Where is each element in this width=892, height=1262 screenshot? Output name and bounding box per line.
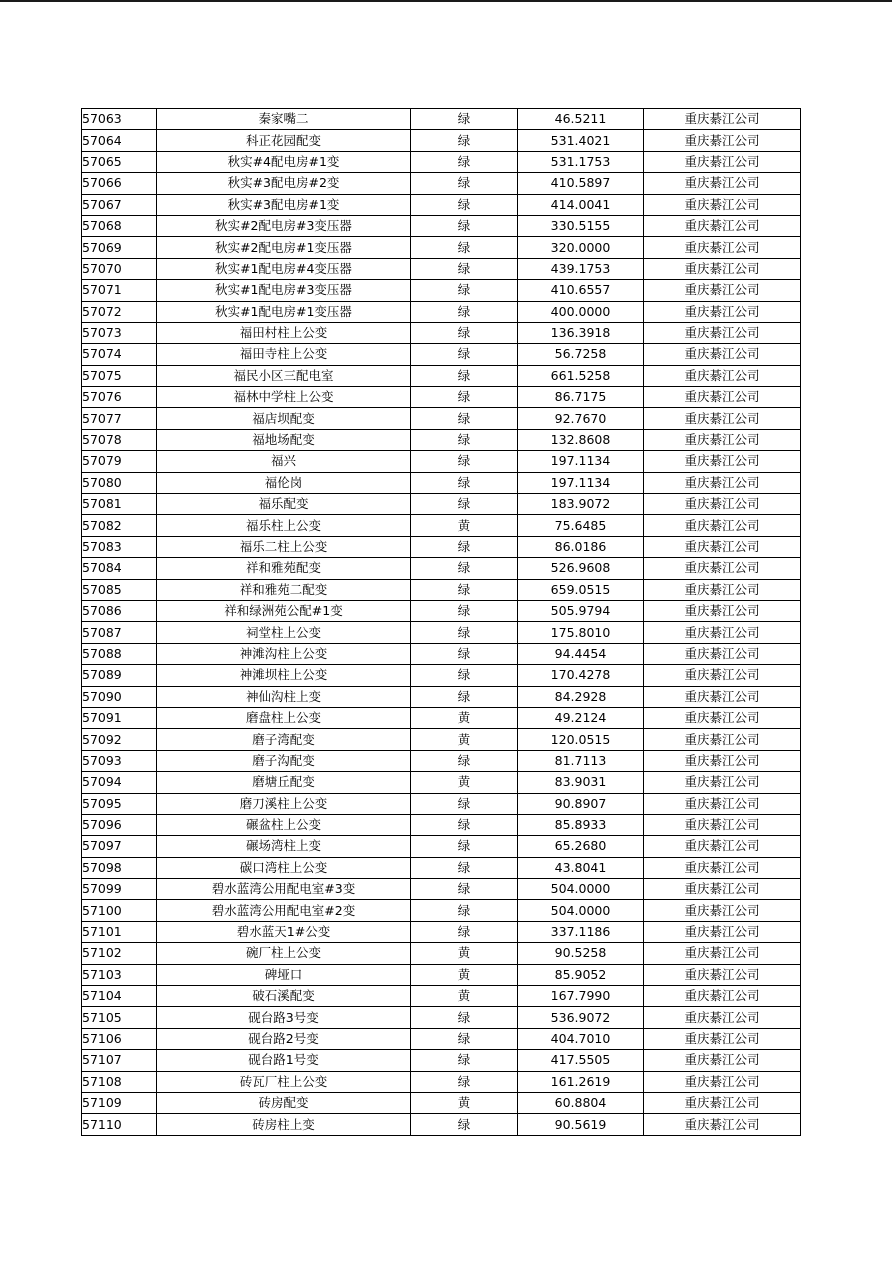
row-level-cell: 绿: [411, 194, 518, 215]
row-company-cell: 重庆綦江公司: [644, 1050, 801, 1071]
row-name-cell: 秋实#4配电房#1变: [157, 151, 411, 172]
row-name-cell: 碑垭口: [157, 964, 411, 985]
row-name-cell: 祥和雅苑配变: [157, 558, 411, 579]
row-company-cell: 重庆綦江公司: [644, 130, 801, 151]
row-level-cell: 绿: [411, 1050, 518, 1071]
row-company-cell: 重庆綦江公司: [644, 772, 801, 793]
row-id-cell: 57101: [82, 921, 157, 942]
row-name-cell: 碧水蓝天1#公变: [157, 921, 411, 942]
row-id-cell: 57100: [82, 900, 157, 921]
table-row: [82, 1092, 801, 1113]
row-name-cell: 秦家嘴二: [157, 109, 411, 130]
row-value-cell: 85.9052: [518, 964, 644, 985]
row-company-cell: 重庆綦江公司: [644, 793, 801, 814]
row-id-cell: 57090: [82, 686, 157, 707]
row-name-cell: 秋实#1配电房#3变压器: [157, 280, 411, 301]
row-level-cell: 绿: [411, 387, 518, 408]
row-company-cell: 重庆綦江公司: [644, 750, 801, 771]
row-value-cell: 90.5258: [518, 943, 644, 964]
row-id-cell: 57079: [82, 451, 157, 472]
row-company-cell: 重庆綦江公司: [644, 515, 801, 536]
row-id-cell: 57078: [82, 429, 157, 450]
row-value-cell: 531.1753: [518, 151, 644, 172]
row-company-cell: 重庆綦江公司: [644, 194, 801, 215]
table-row: [82, 643, 801, 664]
table-row: [82, 707, 801, 728]
row-id-cell: 57066: [82, 173, 157, 194]
row-level-cell: 绿: [411, 814, 518, 835]
table-row: [82, 322, 801, 343]
row-value-cell: 86.0186: [518, 536, 644, 557]
row-value-cell: 49.2124: [518, 707, 644, 728]
table-row: [82, 215, 801, 236]
row-id-cell: 57104: [82, 986, 157, 1007]
row-id-cell: 57099: [82, 879, 157, 900]
row-level-cell: 绿: [411, 130, 518, 151]
row-id-cell: 57067: [82, 194, 157, 215]
row-company-cell: 重庆綦江公司: [644, 879, 801, 900]
row-value-cell: 132.8608: [518, 429, 644, 450]
row-company-cell: 重庆綦江公司: [644, 173, 801, 194]
row-level-cell: 绿: [411, 215, 518, 236]
row-id-cell: 57080: [82, 472, 157, 493]
row-name-cell: 福田寺柱上公变: [157, 344, 411, 365]
row-name-cell: 破石溪配变: [157, 986, 411, 1007]
row-value-cell: 504.0000: [518, 900, 644, 921]
row-company-cell: 重庆綦江公司: [644, 1114, 801, 1135]
row-value-cell: 170.4278: [518, 665, 644, 686]
row-level-cell: 黄: [411, 515, 518, 536]
row-value-cell: 337.1186: [518, 921, 644, 942]
data-table: [81, 108, 801, 1136]
row-name-cell: 祥和绿洲苑公配#1变: [157, 600, 411, 621]
row-level-cell: 绿: [411, 258, 518, 279]
row-value-cell: 505.9794: [518, 600, 644, 621]
row-id-cell: 57102: [82, 943, 157, 964]
row-company-cell: 重庆綦江公司: [644, 986, 801, 1007]
row-name-cell: 砚台路1号变: [157, 1050, 411, 1071]
row-company-cell: 重庆綦江公司: [644, 151, 801, 172]
row-id-cell: 57075: [82, 365, 157, 386]
table-row: [82, 429, 801, 450]
row-id-cell: 57086: [82, 600, 157, 621]
row-name-cell: 碾场湾柱上变: [157, 836, 411, 857]
row-company-cell: 重庆綦江公司: [644, 814, 801, 835]
row-name-cell: 福林中学柱上公变: [157, 387, 411, 408]
table-row: [82, 814, 801, 835]
row-id-cell: 57065: [82, 151, 157, 172]
row-level-cell: 绿: [411, 836, 518, 857]
row-name-cell: 福民小区三配电室: [157, 365, 411, 386]
table-row: [82, 665, 801, 686]
row-value-cell: 197.1134: [518, 451, 644, 472]
row-value-cell: 536.9072: [518, 1007, 644, 1028]
row-level-cell: 绿: [411, 173, 518, 194]
row-value-cell: 531.4021: [518, 130, 644, 151]
row-value-cell: 86.7175: [518, 387, 644, 408]
row-level-cell: 绿: [411, 558, 518, 579]
row-level-cell: 绿: [411, 622, 518, 643]
row-name-cell: 神滩沟柱上公变: [157, 643, 411, 664]
row-level-cell: 绿: [411, 643, 518, 664]
table-row: [82, 558, 801, 579]
row-name-cell: 秋实#2配电房#1变压器: [157, 237, 411, 258]
row-name-cell: 砖房柱上变: [157, 1114, 411, 1135]
table-row: [82, 579, 801, 600]
row-company-cell: 重庆綦江公司: [644, 365, 801, 386]
row-level-cell: 黄: [411, 729, 518, 750]
row-value-cell: 320.0000: [518, 237, 644, 258]
row-name-cell: 磨盘柱上公变: [157, 707, 411, 728]
row-name-cell: 碗厂柱上公变: [157, 943, 411, 964]
row-id-cell: 57098: [82, 857, 157, 878]
row-id-cell: 57091: [82, 707, 157, 728]
row-level-cell: 绿: [411, 579, 518, 600]
table-row: [82, 686, 801, 707]
row-name-cell: 碧水蓝湾公用配电室#2变: [157, 900, 411, 921]
row-id-cell: 57076: [82, 387, 157, 408]
row-value-cell: 167.7990: [518, 986, 644, 1007]
row-company-cell: 重庆綦江公司: [644, 280, 801, 301]
row-level-cell: 绿: [411, 151, 518, 172]
row-level-cell: 绿: [411, 429, 518, 450]
table-row: [82, 387, 801, 408]
row-company-cell: 重庆綦江公司: [644, 1007, 801, 1028]
row-id-cell: 57107: [82, 1050, 157, 1071]
row-id-cell: 57063: [82, 109, 157, 130]
row-id-cell: 57082: [82, 515, 157, 536]
row-level-cell: 绿: [411, 408, 518, 429]
row-name-cell: 福地场配变: [157, 429, 411, 450]
row-id-cell: 57089: [82, 665, 157, 686]
row-company-cell: 重庆綦江公司: [644, 1092, 801, 1113]
row-id-cell: 57095: [82, 793, 157, 814]
row-company-cell: 重庆綦江公司: [644, 686, 801, 707]
row-name-cell: 碳口湾柱上公变: [157, 857, 411, 878]
row-name-cell: 科正花园配变: [157, 130, 411, 151]
row-level-cell: 绿: [411, 900, 518, 921]
table-row: [82, 515, 801, 536]
row-level-cell: 绿: [411, 1028, 518, 1049]
row-value-cell: 90.8907: [518, 793, 644, 814]
row-company-cell: 重庆綦江公司: [644, 943, 801, 964]
table-row: [82, 472, 801, 493]
row-name-cell: 福店坝配变: [157, 408, 411, 429]
row-name-cell: 砚台路2号变: [157, 1028, 411, 1049]
table-row: [82, 900, 801, 921]
row-value-cell: 92.7670: [518, 408, 644, 429]
row-name-cell: 福乐二柱上公变: [157, 536, 411, 557]
table-body: [82, 109, 801, 1136]
table-row: [82, 151, 801, 172]
row-level-cell: 绿: [411, 600, 518, 621]
row-name-cell: 福伦岗: [157, 472, 411, 493]
row-value-cell: 400.0000: [518, 301, 644, 322]
table-row: [82, 451, 801, 472]
row-level-cell: 绿: [411, 879, 518, 900]
row-value-cell: 90.5619: [518, 1114, 644, 1135]
table-row: [82, 130, 801, 151]
row-company-cell: 重庆綦江公司: [644, 921, 801, 942]
row-company-cell: 重庆綦江公司: [644, 729, 801, 750]
row-value-cell: 60.8804: [518, 1092, 644, 1113]
row-company-cell: 重庆綦江公司: [644, 857, 801, 878]
row-company-cell: 重庆綦江公司: [644, 579, 801, 600]
row-name-cell: 福乐配变: [157, 494, 411, 515]
table-row: [82, 1114, 801, 1135]
table-row: [82, 194, 801, 215]
row-company-cell: 重庆綦江公司: [644, 429, 801, 450]
table-row: [82, 600, 801, 621]
row-name-cell: 砖瓦厂柱上公变: [157, 1071, 411, 1092]
row-level-cell: 绿: [411, 301, 518, 322]
row-value-cell: 84.2928: [518, 686, 644, 707]
row-company-cell: 重庆綦江公司: [644, 558, 801, 579]
row-company-cell: 重庆綦江公司: [644, 836, 801, 857]
row-level-cell: 绿: [411, 793, 518, 814]
row-name-cell: 祥和雅苑二配变: [157, 579, 411, 600]
row-id-cell: 57069: [82, 237, 157, 258]
row-id-cell: 57068: [82, 215, 157, 236]
row-id-cell: 57084: [82, 558, 157, 579]
row-name-cell: 秋实#1配电房#4变压器: [157, 258, 411, 279]
table-row: [82, 301, 801, 322]
table-row: [82, 494, 801, 515]
table-row: [82, 536, 801, 557]
table-row: [82, 943, 801, 964]
row-name-cell: 福兴: [157, 451, 411, 472]
table-row: [82, 750, 801, 771]
row-company-cell: 重庆綦江公司: [644, 536, 801, 557]
row-company-cell: 重庆綦江公司: [644, 258, 801, 279]
row-id-cell: 57072: [82, 301, 157, 322]
row-id-cell: 57097: [82, 836, 157, 857]
row-name-cell: 碧水蓝湾公用配电室#3变: [157, 879, 411, 900]
row-level-cell: 绿: [411, 494, 518, 515]
table-row: [82, 921, 801, 942]
row-id-cell: 57106: [82, 1028, 157, 1049]
table-row: [82, 280, 801, 301]
row-name-cell: 碾盆柱上公变: [157, 814, 411, 835]
row-company-cell: 重庆綦江公司: [644, 301, 801, 322]
row-value-cell: 136.3918: [518, 322, 644, 343]
table-row: [82, 109, 801, 130]
row-level-cell: 绿: [411, 280, 518, 301]
row-id-cell: 57103: [82, 964, 157, 985]
row-name-cell: 砚台路3号变: [157, 1007, 411, 1028]
row-value-cell: 526.9608: [518, 558, 644, 579]
row-id-cell: 57109: [82, 1092, 157, 1113]
row-value-cell: 65.2680: [518, 836, 644, 857]
row-name-cell: 磨塘丘配变: [157, 772, 411, 793]
row-company-cell: 重庆綦江公司: [644, 322, 801, 343]
row-value-cell: 183.9072: [518, 494, 644, 515]
table-row: [82, 964, 801, 985]
row-name-cell: 磨刀溪柱上公变: [157, 793, 411, 814]
row-company-cell: 重庆綦江公司: [644, 215, 801, 236]
row-value-cell: 410.6557: [518, 280, 644, 301]
row-level-cell: 绿: [411, 750, 518, 771]
table-row: [82, 1028, 801, 1049]
row-value-cell: 81.7113: [518, 750, 644, 771]
row-level-cell: 绿: [411, 857, 518, 878]
row-value-cell: 414.0041: [518, 194, 644, 215]
row-level-cell: 绿: [411, 451, 518, 472]
row-company-cell: 重庆綦江公司: [644, 622, 801, 643]
table-row: [82, 772, 801, 793]
row-level-cell: 黄: [411, 964, 518, 985]
row-company-cell: 重庆綦江公司: [644, 344, 801, 365]
table-row: [82, 1050, 801, 1071]
row-value-cell: 46.5211: [518, 109, 644, 130]
row-id-cell: 57108: [82, 1071, 157, 1092]
row-value-cell: 75.6485: [518, 515, 644, 536]
row-level-cell: 绿: [411, 536, 518, 557]
row-value-cell: 43.8041: [518, 857, 644, 878]
table-row: [82, 879, 801, 900]
row-id-cell: 57074: [82, 344, 157, 365]
table-row: [82, 986, 801, 1007]
row-company-cell: 重庆綦江公司: [644, 472, 801, 493]
row-level-cell: 黄: [411, 772, 518, 793]
row-level-cell: 绿: [411, 365, 518, 386]
row-company-cell: 重庆綦江公司: [644, 665, 801, 686]
row-level-cell: 黄: [411, 1092, 518, 1113]
table-row: [82, 857, 801, 878]
row-value-cell: 661.5258: [518, 365, 644, 386]
row-company-cell: 重庆綦江公司: [644, 600, 801, 621]
row-value-cell: 85.8933: [518, 814, 644, 835]
row-value-cell: 417.5505: [518, 1050, 644, 1071]
row-id-cell: 57088: [82, 643, 157, 664]
row-value-cell: 410.5897: [518, 173, 644, 194]
row-id-cell: 57073: [82, 322, 157, 343]
row-name-cell: 神滩坝柱上公变: [157, 665, 411, 686]
row-name-cell: 秋实#2配电房#3变压器: [157, 215, 411, 236]
row-name-cell: 秋实#3配电房#1变: [157, 194, 411, 215]
row-company-cell: 重庆綦江公司: [644, 451, 801, 472]
row-id-cell: 57087: [82, 622, 157, 643]
row-company-cell: 重庆綦江公司: [644, 643, 801, 664]
table-row: [82, 836, 801, 857]
row-level-cell: 绿: [411, 686, 518, 707]
row-name-cell: 磨子湾配变: [157, 729, 411, 750]
row-id-cell: 57110: [82, 1114, 157, 1135]
row-company-cell: 重庆綦江公司: [644, 109, 801, 130]
row-level-cell: 绿: [411, 1007, 518, 1028]
table-row: [82, 793, 801, 814]
row-name-cell: 砖房配变: [157, 1092, 411, 1113]
row-id-cell: 57071: [82, 280, 157, 301]
table-row: [82, 173, 801, 194]
page-top-border: [0, 0, 892, 2]
row-id-cell: 57070: [82, 258, 157, 279]
row-value-cell: 175.8010: [518, 622, 644, 643]
row-level-cell: 绿: [411, 472, 518, 493]
row-value-cell: 439.1753: [518, 258, 644, 279]
row-value-cell: 659.0515: [518, 579, 644, 600]
row-value-cell: 404.7010: [518, 1028, 644, 1049]
table-row: [82, 729, 801, 750]
row-value-cell: 330.5155: [518, 215, 644, 236]
table-row: [82, 622, 801, 643]
row-company-cell: 重庆綦江公司: [644, 237, 801, 258]
row-value-cell: 120.0515: [518, 729, 644, 750]
row-value-cell: 83.9031: [518, 772, 644, 793]
row-value-cell: 161.2619: [518, 1071, 644, 1092]
row-company-cell: 重庆綦江公司: [644, 964, 801, 985]
row-company-cell: 重庆綦江公司: [644, 494, 801, 515]
row-level-cell: 绿: [411, 109, 518, 130]
row-company-cell: 重庆綦江公司: [644, 900, 801, 921]
table-row: [82, 258, 801, 279]
row-name-cell: 祠堂柱上公变: [157, 622, 411, 643]
row-company-cell: 重庆綦江公司: [644, 387, 801, 408]
row-name-cell: 磨子沟配变: [157, 750, 411, 771]
row-name-cell: 福乐柱上公变: [157, 515, 411, 536]
row-level-cell: 绿: [411, 1071, 518, 1092]
row-id-cell: 57093: [82, 750, 157, 771]
table-row: [82, 1007, 801, 1028]
table-row: [82, 237, 801, 258]
row-id-cell: 57105: [82, 1007, 157, 1028]
row-name-cell: 秋实#1配电房#1变压器: [157, 301, 411, 322]
row-company-cell: 重庆綦江公司: [644, 707, 801, 728]
row-company-cell: 重庆綦江公司: [644, 1028, 801, 1049]
row-id-cell: 57092: [82, 729, 157, 750]
table-row: [82, 408, 801, 429]
table-row: [82, 344, 801, 365]
row-value-cell: 94.4454: [518, 643, 644, 664]
row-level-cell: 黄: [411, 707, 518, 728]
table-row: [82, 1071, 801, 1092]
row-id-cell: 57077: [82, 408, 157, 429]
row-id-cell: 57081: [82, 494, 157, 515]
row-name-cell: 福田村柱上公变: [157, 322, 411, 343]
row-id-cell: 57096: [82, 814, 157, 835]
row-level-cell: 黄: [411, 943, 518, 964]
row-name-cell: 秋实#3配电房#2变: [157, 173, 411, 194]
row-company-cell: 重庆綦江公司: [644, 408, 801, 429]
table-row: [82, 365, 801, 386]
row-level-cell: 绿: [411, 322, 518, 343]
row-value-cell: 504.0000: [518, 879, 644, 900]
row-id-cell: 57083: [82, 536, 157, 557]
row-level-cell: 绿: [411, 665, 518, 686]
row-level-cell: 绿: [411, 237, 518, 258]
row-id-cell: 57094: [82, 772, 157, 793]
row-value-cell: 197.1134: [518, 472, 644, 493]
row-company-cell: 重庆綦江公司: [644, 1071, 801, 1092]
row-value-cell: 56.7258: [518, 344, 644, 365]
row-id-cell: 57085: [82, 579, 157, 600]
row-level-cell: 黄: [411, 986, 518, 1007]
row-level-cell: 绿: [411, 344, 518, 365]
row-id-cell: 57064: [82, 130, 157, 151]
row-level-cell: 绿: [411, 921, 518, 942]
row-name-cell: 神仙沟柱上变: [157, 686, 411, 707]
row-level-cell: 绿: [411, 1114, 518, 1135]
